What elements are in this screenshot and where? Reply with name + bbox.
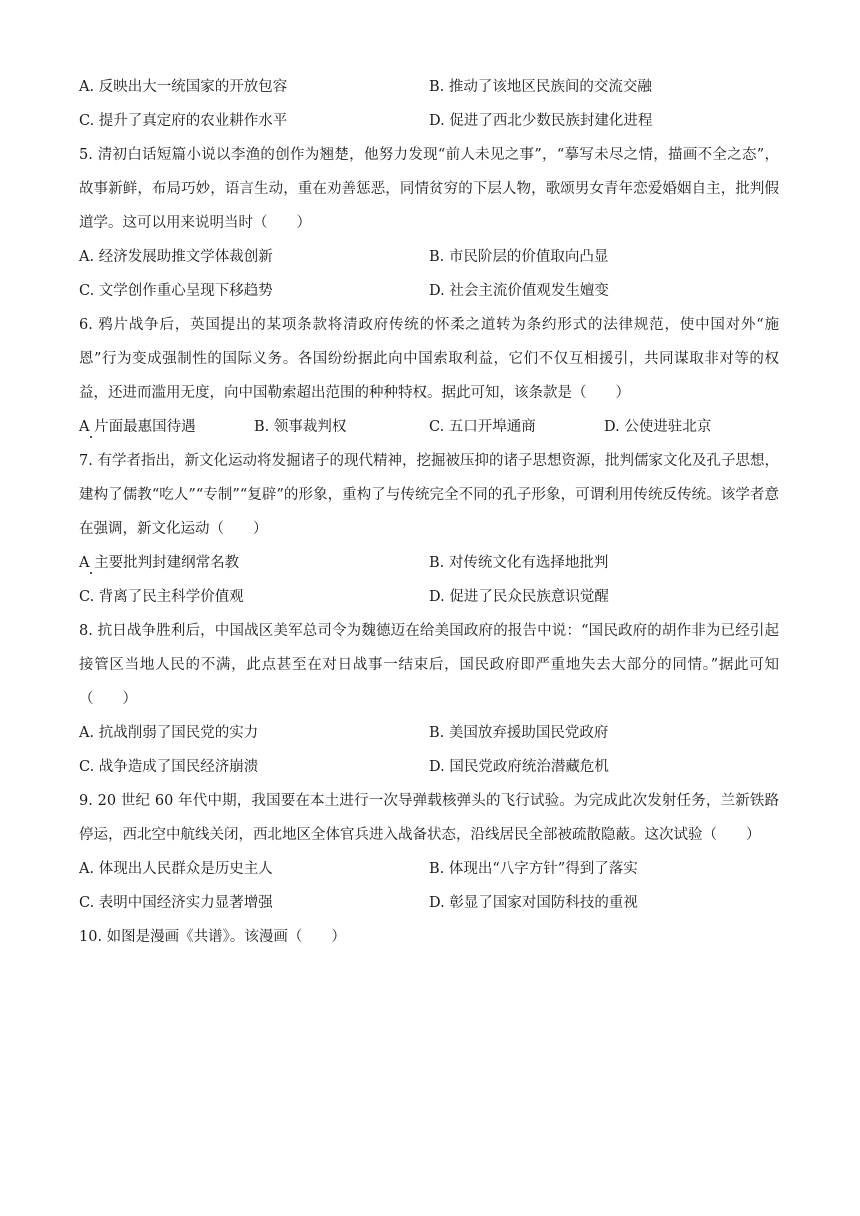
q7-option-b[interactable]: B. 对传统文化有选择地批判 [429,555,609,571]
q6-option-c[interactable]: C. 五口开埠通商 [429,419,536,435]
q7-option-d[interactable]: D. 促进了民众民族意识觉醒 [429,589,609,605]
q9-options-row-1 [79,852,779,886]
q8-option-a[interactable]: A. 抗战削弱了国民党的实力 [79,725,259,741]
q7-option-c[interactable]: C. 背离了民主科学价值观 [79,589,244,605]
q7-options-row-1 [79,546,779,580]
q9-option-d[interactable]: D. 彰显了国家对国防科技的重视 [429,895,638,911]
q5-stem: 5. 清初白话短篇小说以李渔的创作为翘楚，他努力发现“前人未见之事”，“摹写未尽之情，描画不全之态”，故事新鲜，布局巧妙，语言生动，重在劝善惩恶，同情贫穷的下层人物，歌颂男女青年恋爱婚姻自主，批判假道学。这可以用来说明当时（ ） [79,147,779,231]
q9-option-a[interactable]: A. 体现出人民群众是历史主人 [79,861,273,877]
q7-stem: 7. 有学者指出，新文化运动将发掘诸子的现代精神，挖掘被压抑的诸子思想资源，批判儒家文化及孔子思想，建构了儒教“吃人”“专制”“复辟”的形象，重构了与传统完全不同的孔子形象，可谓利用传统反传统。该学者意在强调，新文化运动（ ） [79,453,779,537]
q4-option-c[interactable]: C. 提升了真定府的农业耕作水平 [79,113,288,129]
q5-option-c[interactable]: C. 文学创作重心呈现下移趋势 [79,283,273,299]
exam-page [79,70,779,954]
q6-option-d[interactable]: D. 公使进驻北京 [604,419,712,435]
q6-option-a[interactable]: A 片面最惠国待遇 [79,410,254,444]
q5-option-b[interactable]: B. 市民阶层的价值取向凸显 [429,249,609,265]
q4-option-a[interactable]: A. 反映出大一统国家的开放包容 [79,79,288,95]
q4-option-d[interactable]: D. 促进了西北少数民族封建化进程 [429,113,653,129]
q8-option-c[interactable]: C. 战争造成了国民经济崩溃 [79,759,259,775]
q6-option-b[interactable]: B. 领事裁判权 [254,419,347,435]
q9-stem: 9. 20 世纪 60 年代中期，我国要在本土进行一次导弹载核弹头的飞行试验。为完成此次发射任务，兰新铁路停运，西北空中航线关闭，西北地区全体官兵进入战备状态，沿线居民全部被疏散隐蔽。这次试验（ ） [79,793,779,843]
q5-option-d[interactable]: D. 社会主流价值观发生嬗变 [429,283,609,299]
q8-options-row-2 [79,750,779,784]
q8-options-row-1 [79,716,779,750]
q4-option-b[interactable]: B. 推动了该地区民族间的交流交融 [429,79,652,95]
q8-stem: 8. 抗日战争胜利后，中国战区美军总司令为魏德迈在给美国政府的报告中说：“国民政府的胡作非为已经引起接管区当地人民的不满，此点甚至在对日战事一结束后，国民政府即严重地失去大部分的同情。”据此可知（ ） [79,623,779,707]
q5-options-row-2 [79,274,779,308]
q9-options-row-2 [79,886,779,920]
q6-options-row [79,410,779,444]
q8-option-d[interactable]: D. 国民党政府统治潜藏危机 [429,759,609,775]
q7-option-a[interactable]: A 主要批判封建纲常名教 [79,546,429,580]
q4-options-row-2 [79,104,779,138]
q8-option-b[interactable]: B. 美国放弃援助国民党政府 [429,725,609,741]
q9-option-b[interactable]: B. 体现出“八字方针”得到了落实 [429,861,638,877]
q10-stem: 10. 如图是漫画《共谱》。该漫画（ ） [79,929,346,945]
q7-options-row-2 [79,580,779,614]
q9-option-c[interactable]: C. 表明中国经济实力显著增强 [79,895,273,911]
q6-stem: 6. 鸦片战争后，英国提出的某项条款将清政府传统的怀柔之道转为条约形式的法律规范，使中国对外“施恩”行为变成强制性的国际义务。各国纷纷据此向中国索取利益，它们不仅互相援引，共同谋取非对等的权益，还进而滥用无度，向中国勒索超出范围的种种特权。据此可知，该条款是（ ） [79,317,779,401]
q4-options-row-1 [79,70,779,104]
q5-options-row-1 [79,240,779,274]
q5-option-a[interactable]: A. 经济发展助推文学体裁创新 [79,249,273,265]
